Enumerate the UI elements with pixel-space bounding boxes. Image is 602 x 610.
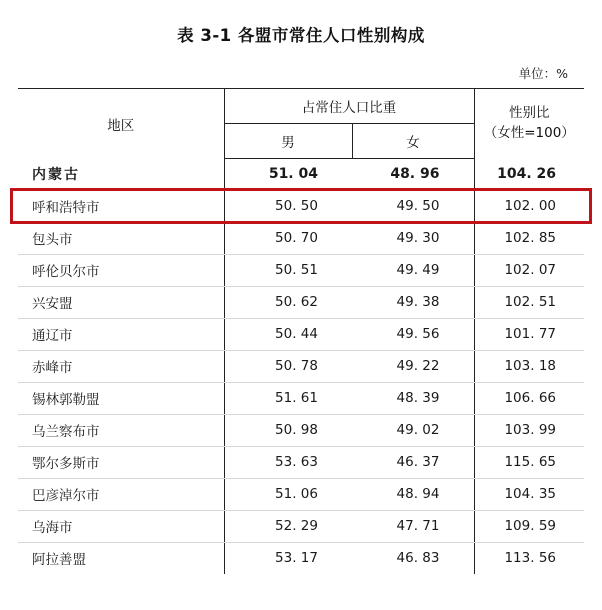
cell-female-share: 49. 50 — [352, 190, 474, 222]
header-female: 女 — [352, 124, 474, 159]
cell-region: 乌海市 — [18, 510, 224, 542]
cell-region: 锡林郭勒盟 — [18, 382, 224, 414]
cell-region: 内蒙古 — [18, 159, 224, 191]
table-row — [18, 159, 584, 191]
header-share-group: 占常住人口比重 — [224, 89, 474, 124]
header-sex-ratio — [474, 89, 584, 159]
table-row — [18, 318, 584, 350]
cell-male-share: 51. 06 — [224, 478, 352, 510]
cell-region: 通辽市 — [18, 318, 224, 350]
cell-female-share: 48. 96 — [352, 159, 474, 191]
cell-sex-ratio: 103. 99 — [474, 414, 584, 446]
cell-female-share: 49. 02 — [352, 414, 474, 446]
table-head — [18, 89, 584, 159]
cell-sex-ratio: 106. 66 — [474, 382, 584, 414]
table-row — [18, 478, 584, 510]
table-row — [18, 510, 584, 542]
cell-sex-ratio: 103. 18 — [474, 350, 584, 382]
cell-region: 包头市 — [18, 222, 224, 254]
cell-female-share: 47. 71 — [352, 510, 474, 542]
cell-sex-ratio: 101. 77 — [474, 318, 584, 350]
cell-female-share: 48. 39 — [352, 382, 474, 414]
population-gender-table — [18, 88, 584, 574]
table-body — [18, 159, 584, 574]
cell-female-share: 49. 38 — [352, 286, 474, 318]
cell-region: 呼和浩特市 — [18, 190, 224, 222]
cell-region: 巴彦淖尔市 — [18, 478, 224, 510]
table-row — [18, 254, 584, 286]
header-row-group — [18, 89, 584, 124]
table-row — [18, 414, 584, 446]
unit-note: 单位：% — [518, 66, 568, 81]
cell-male-share: 50. 51 — [224, 254, 352, 286]
cell-male-share: 53. 63 — [224, 446, 352, 478]
table-row — [18, 382, 584, 414]
cell-male-share: 51. 61 — [224, 382, 352, 414]
table-row — [18, 542, 584, 574]
table-row — [18, 190, 584, 222]
cell-region: 阿拉善盟 — [18, 542, 224, 574]
cell-female-share: 46. 83 — [396, 550, 440, 566]
table-row — [18, 286, 584, 318]
header-sex-ratio-line2: （女性=100） — [483, 124, 575, 141]
cell-male-share: 51. 04 — [224, 159, 352, 191]
cell-sex-ratio: 104. 35 — [474, 478, 584, 510]
cell-sex-ratio: 102. 00 — [474, 190, 584, 222]
cell-region: 赤峰市 — [18, 350, 224, 382]
cell-male-share: 50. 50 — [224, 190, 352, 222]
cell-region: 鄂尔多斯市 — [18, 446, 224, 478]
page-title: 表 3-1 各盟市常住人口性别构成 — [177, 26, 425, 45]
cell-female-share: 49. 30 — [352, 222, 474, 254]
cell-female-share: 49. 49 — [352, 254, 474, 286]
cell-sex-ratio: 102. 51 — [474, 286, 584, 318]
cell-male-share: 53. 17 — [275, 550, 318, 566]
cell-male-share: 50. 98 — [224, 414, 352, 446]
table-row — [18, 350, 584, 382]
cell-female-share: 49. 56 — [352, 318, 474, 350]
table-row — [18, 446, 584, 478]
cell-sex-ratio: 104. 26 — [474, 159, 584, 191]
cell-sex-ratio: 102. 85 — [474, 222, 584, 254]
header-region: 地区 — [18, 89, 224, 159]
cell-sex-ratio: 113. 56 — [474, 542, 584, 574]
cell-region: 呼伦贝尔市 — [18, 254, 224, 286]
cell-sex-ratio: 115. 65 — [474, 446, 584, 478]
table-row — [18, 222, 584, 254]
cell-region: 乌兰察布市 — [18, 414, 224, 446]
cell-female-share: 48. 94 — [352, 478, 474, 510]
cell-male-share: 50. 44 — [224, 318, 352, 350]
cell-female-share: 49. 22 — [352, 350, 474, 382]
header-sex-ratio-line1: 性别比 — [509, 105, 550, 122]
cell-female-share: 46. 37 — [352, 446, 474, 478]
cell-sex-ratio: 109. 59 — [474, 510, 584, 542]
cell-region: 兴安盟 — [18, 286, 224, 318]
cell-male-share: 50. 62 — [224, 286, 352, 318]
header-male: 男 — [224, 124, 352, 159]
cell-male-share: 52. 29 — [224, 510, 352, 542]
cell-sex-ratio: 102. 07 — [474, 254, 584, 286]
cell-male-share: 50. 78 — [224, 350, 352, 382]
cell-male-share: 50. 70 — [224, 222, 352, 254]
